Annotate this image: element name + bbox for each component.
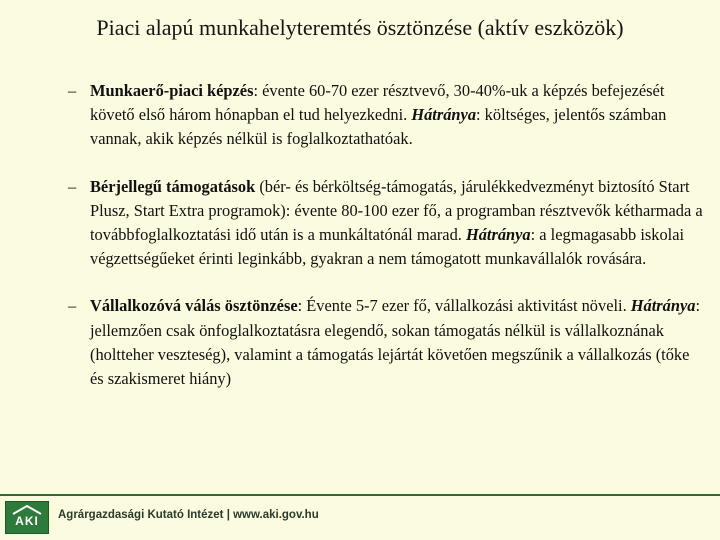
bullet-dash: – — [68, 296, 77, 316]
footer — [0, 494, 720, 540]
institute-name: Agrárgazdasági Kutató Intézet | www.aki.gov.hu — [58, 509, 319, 521]
bullet-text: : Évente 5-7 ezer fő, vállalkozási aktivitást növeli. — [297, 296, 631, 316]
drawback-text: : jellemzően csak önfoglalkoztatásra elegendő, sokan támogatás nélkül is vállalkoznának (holtteher veszteség), valamint a támogatás lejártát követően megszűnik a vállalkozás (tőke és szakismeret hiány) — [90, 296, 701, 389]
bullet-training — [64, 79, 704, 152]
bullet-heading: Vállalkozóvá válás ösztönzése — [90, 296, 298, 316]
drawback-label: Hátránya — [465, 225, 531, 245]
drawback-label: Hátránya — [411, 105, 477, 125]
bullet-entrepreneurship — [64, 294, 704, 391]
drawback-label: Hátránya — [630, 296, 696, 316]
bullet-heading: Bérjellegű támogatások — [90, 176, 256, 196]
bullet-heading: Munkaerő-piaci képzés — [90, 81, 254, 100]
bullet-list — [64, 79, 704, 414]
footer-divider — [0, 494, 720, 496]
bullet-dash: – — [68, 176, 77, 196]
bullet-text: (bér- és bérköltség-támogatás, járulékkedvezményt biztosító Start Plusz, Start Extra programok): évente 80-100 ezer fő, a programban résztvevők kétharmada a továbbfoglalkoztatási idő után is a munkáltatónál marad. — [90, 176, 703, 245]
bullet-wage-subsidies — [64, 175, 704, 272]
bullet-text: : évente 60-70 ezer résztvevő, 30-40%-uk a képzés befejezését követő első három hónapban el tud helyezkedni. — [90, 81, 665, 125]
drawback-text: : költséges, jelentős számban vannak, akik képzés nélkül is foglalkoztathatóak. — [90, 105, 667, 149]
slide-title: Piaci alapú munkahelyteremtés ösztönzése (aktív eszközök) — [96, 15, 624, 40]
logo-text: AKI — [15, 514, 39, 528]
bullet-dash: – — [68, 81, 77, 100]
aki-logo — [5, 501, 49, 534]
drawback-text: : a legmagasabb iskolai végzettségűeket érinti leginkább, gyakran a nem támogatott munkavállalók rovására. — [90, 225, 685, 269]
